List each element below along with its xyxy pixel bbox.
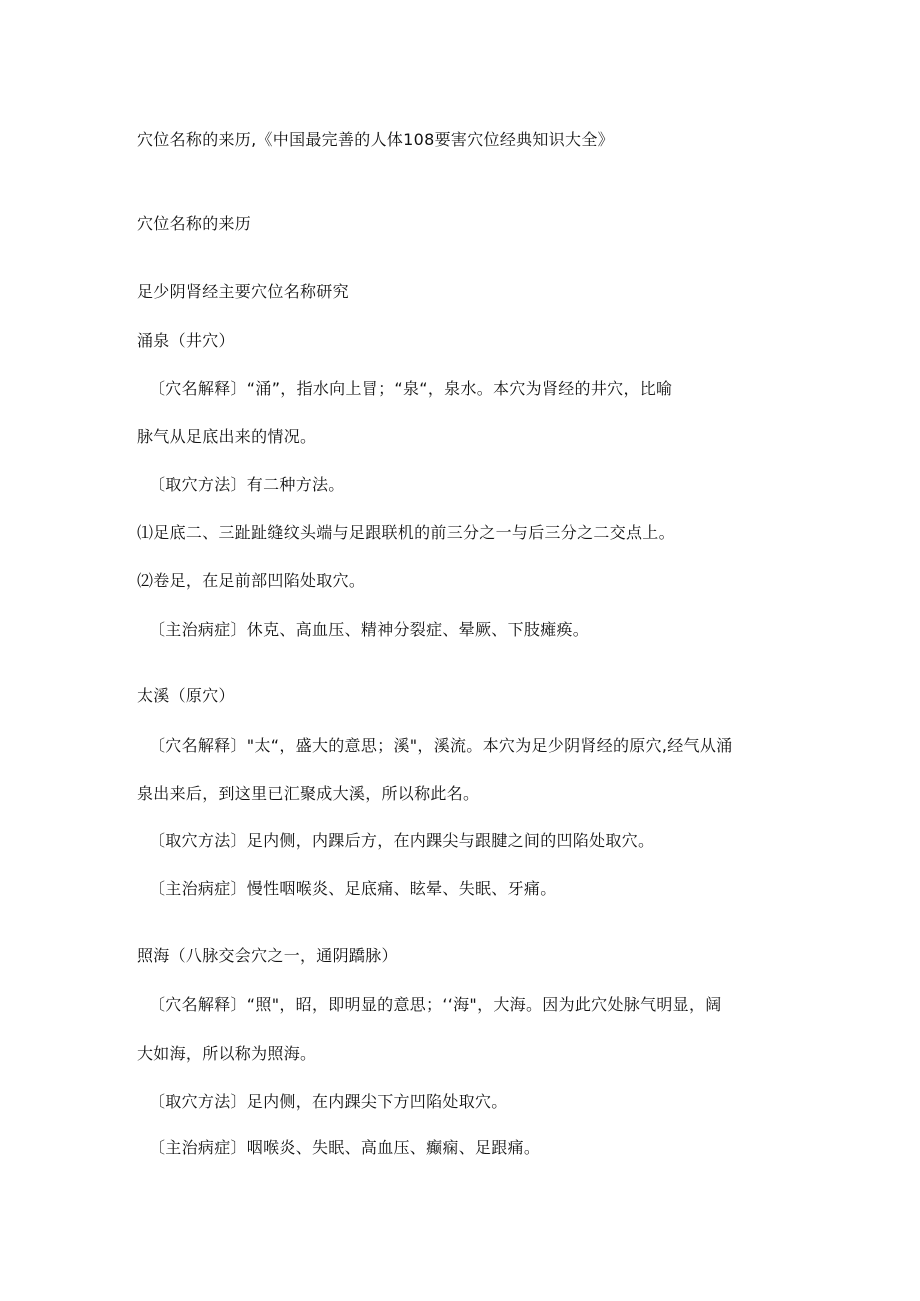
- acupoint-indication: 〔主治病症〕休克、高血压、精神分裂症、晕厥、下肢瘫痪。: [149, 620, 590, 639]
- acupoint-method: 〔取穴方法〕足内侧，在内踝尖下方凹陷处取穴。: [149, 1092, 508, 1111]
- acupoint-explanation: 〔穴名解释〕“涌”，指水向上冒；“泉“，泉水。本穴为肾经的井穴，比喻: [149, 379, 673, 398]
- acupoint-name: 照海（八脉交会穴之一，通阴蹻脉）: [137, 946, 398, 965]
- acupoint-name: 太溪（原穴）: [137, 686, 235, 705]
- acupoint-explanation-cont: 脉气从足底出来的情况。: [137, 427, 317, 446]
- acupoint-explanation-cont: 大如海，所以称为照海。: [137, 1044, 317, 1063]
- acupoint-method-step: ⑵卷足，在足前部凹陷处取穴。: [137, 571, 366, 590]
- acupoint-explanation: 〔穴名解释〕"太“，盛大的意思；溪"，溪流。本穴为足少阴肾经的原穴,经气从涌: [149, 736, 733, 755]
- acupoint-indication: 〔主治病症〕咽喉炎、失眠、高血压、癫痫、足跟痛。: [149, 1138, 541, 1157]
- acupoint-explanation: 〔穴名解释〕“照"，昭，即明显的意思；‘‘海"，大海。因为此穴处脉气明显，阔: [149, 995, 722, 1014]
- acupoint-method: 〔取穴方法〕足内侧，内踝后方，在内踝尖与跟腱之间的凹陷处取穴。: [149, 831, 655, 850]
- document-title: 穴位名称的来历,《中国最完善的人体108要害穴位经典知识大全》: [137, 130, 614, 149]
- acupoint-explanation-cont: 泉出来后，到这里已汇聚成大溪，所以称此名。: [137, 784, 480, 803]
- acupoint-method-step: ⑴足底二、三趾趾缝纹头端与足跟联机的前三分之一与后三分之二交点上。: [137, 523, 675, 542]
- section-heading: 足少阴肾经主要穴位名称研究: [137, 282, 349, 301]
- page-subtitle: 穴位名称的来历: [137, 214, 252, 233]
- acupoint-method: 〔取穴方法〕有二种方法。: [149, 475, 345, 494]
- acupoint-name: 涌泉（井穴）: [137, 331, 235, 350]
- acupoint-indication: 〔主治病症〕慢性咽喉炎、足底痛、眩晕、失眠、牙痛。: [149, 879, 557, 898]
